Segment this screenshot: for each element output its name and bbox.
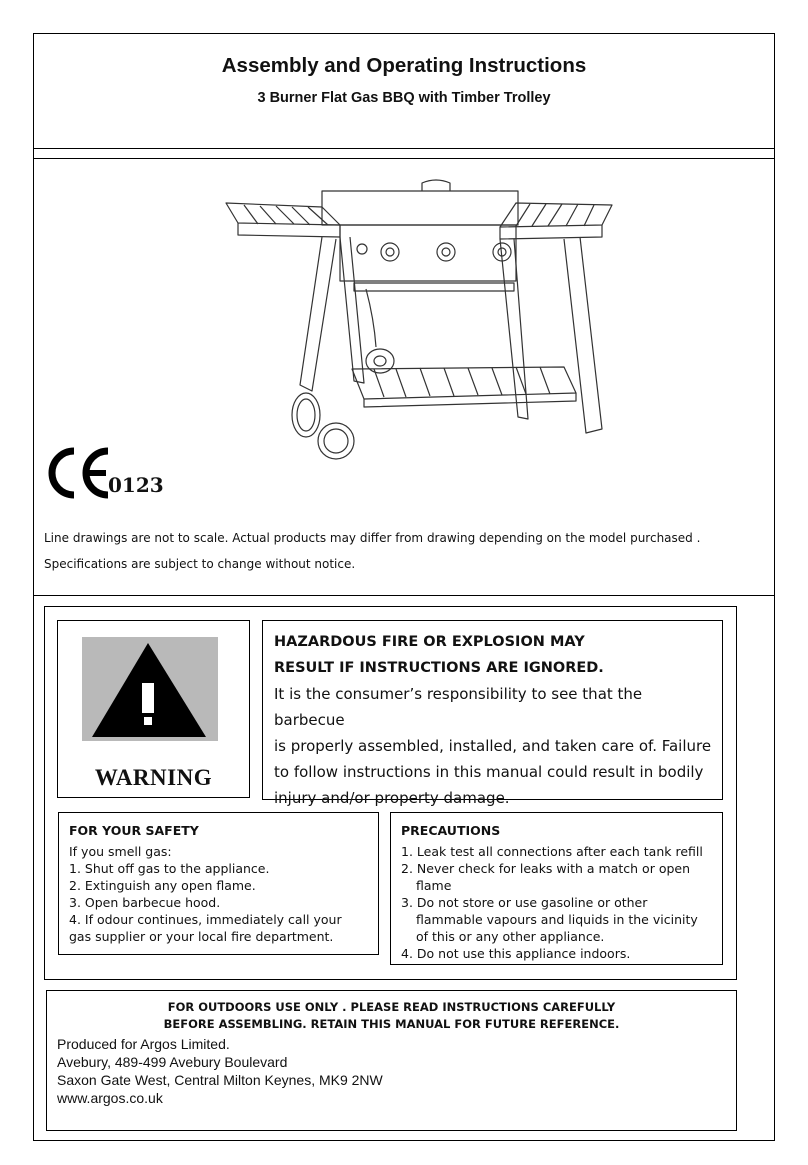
- outdoor-use-notice: [47, 999, 736, 1033]
- precautions-heading: PRECAUTIONS: [401, 823, 501, 838]
- warning-label: WARNING: [94, 765, 213, 790]
- safety-line: 4. If odour continues, immediately call your: [69, 912, 342, 927]
- notice-line: BEFORE ASSEMBLING. RETAIN THIS MANUAL FOR FUTURE REFERENCE.: [163, 1017, 620, 1031]
- precaution-line: flame: [416, 878, 452, 893]
- warning-sign-box: [57, 620, 250, 798]
- page-title: Assembly and Operating Instructions: [221, 54, 587, 77]
- precaution-line: 4. Do not use this appliance indoors.: [401, 946, 631, 961]
- specification-note: Specifications are subject to change without notice.: [44, 557, 356, 571]
- precaution-line: 3. Do not store or use gasoline or other: [401, 895, 648, 910]
- address-line: Saxon Gate West, Central Milton Keynes, MK9 2NW: [57, 1072, 383, 1088]
- safety-line: gas supplier or your local fire department.: [69, 929, 334, 944]
- address-line: Avebury, 489-499 Avebury Boulevard: [57, 1054, 288, 1070]
- safety-line: 1. Shut off gas to the appliance.: [69, 861, 270, 876]
- footer-box: [46, 990, 737, 1131]
- precaution-line: flammable vapours and liquids in the vicinity: [416, 912, 698, 927]
- notice-line: FOR OUTDOORS USE ONLY . PLEASE READ INSTRUCTIONS CAREFULLY: [167, 1000, 616, 1014]
- precaution-line: 2. Never check for leaks with a match or open: [401, 861, 691, 876]
- precaution-line: 1. Leak test all connections after each tank refill: [401, 844, 703, 859]
- precaution-line: of this or any other appliance.: [416, 929, 605, 944]
- precautions-box: [390, 812, 723, 965]
- safety-line: 2. Extinguish any open flame.: [69, 878, 256, 893]
- address-line: Produced for Argos Limited.: [57, 1036, 230, 1052]
- hazard-body-line: to follow instructions in this manual could result in bodily: [274, 763, 704, 781]
- safety-box: [58, 812, 379, 955]
- safety-line: 3. Open barbecue hood.: [69, 895, 221, 910]
- hazard-notice: [262, 620, 723, 807]
- hazard-heading-line2: RESULT IF INSTRUCTIONS ARE IGNORED.: [274, 660, 604, 676]
- hazard-heading-line1: HAZARDOUS FIRE OR EXPLOSION MAY: [274, 634, 585, 650]
- title-box: [33, 33, 775, 149]
- safety-heading: FOR YOUR SAFETY: [69, 823, 199, 838]
- drawing-scale-note: Line drawings are not to scale. Actual products may differ from drawing depending on the model purchased .: [44, 531, 701, 545]
- website-link[interactable]: www.argos.co.uk: [57, 1090, 163, 1106]
- hazard-body-line: It is the consumer’s responsibility to see that the barbecue: [274, 685, 643, 729]
- hazard-body-line: is properly assembled, installed, and taken care of. Failure: [274, 737, 712, 755]
- warning-triangle-icon: [82, 637, 218, 741]
- safety-line: If you smell gas:: [69, 844, 172, 859]
- manufacturer-address: [57, 1035, 736, 1107]
- page-subtitle: 3 Burner Flat Gas BBQ with Timber Trolley: [257, 90, 551, 106]
- bbq-trolley-illustration: [224, 179, 614, 461]
- hazard-body-line: injury and/or property damage.: [274, 789, 510, 807]
- product-image-box: [33, 158, 775, 596]
- warning-sign-background: [82, 637, 218, 741]
- ce-number: 0123: [108, 473, 164, 497]
